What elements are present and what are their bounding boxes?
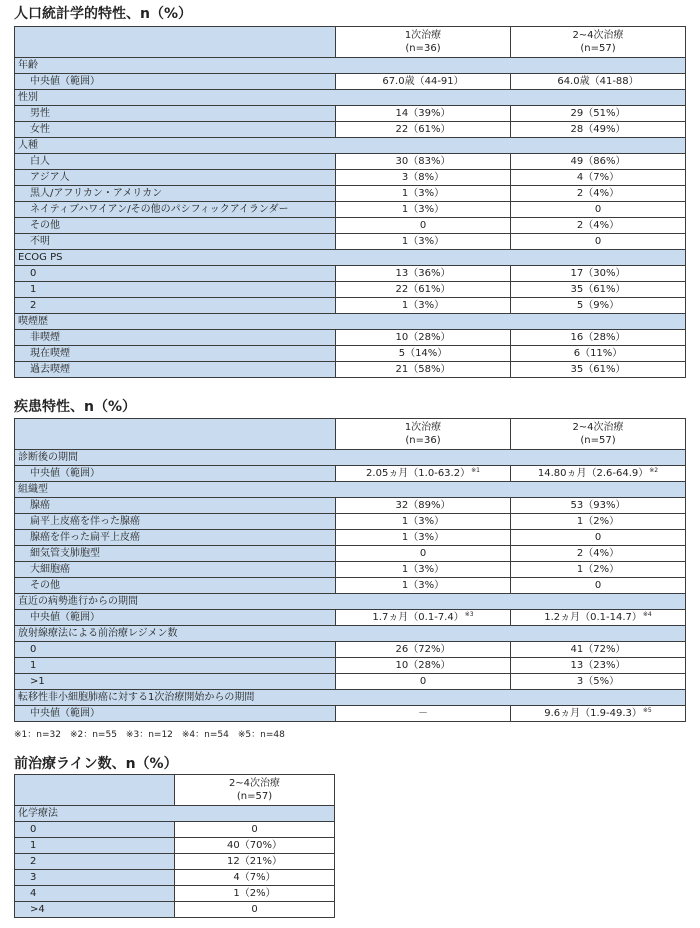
cell-value: 1（3%） xyxy=(401,515,445,527)
footnote-marker: ※4 xyxy=(642,610,652,618)
row-label: 女性 xyxy=(15,122,336,138)
column-header-line: 2~4次治療 xyxy=(572,422,624,433)
row-label: 中央値（範囲） xyxy=(15,74,336,90)
value-cell xyxy=(511,282,686,298)
column-header-line: (n=36) xyxy=(405,43,441,54)
table-row xyxy=(15,706,686,722)
cell-value: 22（61%） xyxy=(395,283,451,295)
cell-value: 2（4%） xyxy=(576,187,620,199)
cell-value: 12（21%） xyxy=(227,855,282,867)
table-row xyxy=(15,186,686,202)
value-cell xyxy=(511,514,686,530)
header-blank-cell xyxy=(15,419,336,450)
category-row xyxy=(15,138,686,154)
cell-value: 35（61%） xyxy=(570,363,626,375)
cell-value: 53（93%） xyxy=(570,499,626,511)
cell-value: 22（61%） xyxy=(395,123,451,135)
value-cell xyxy=(511,674,686,690)
value-cell xyxy=(175,902,335,918)
value-cell xyxy=(336,362,511,378)
cell-value: 13（23%） xyxy=(570,659,626,671)
cell-value: 14.80ヵ月（2.6-64.9） xyxy=(537,467,649,479)
value-cell xyxy=(336,498,511,514)
row-label: 0 xyxy=(15,266,336,282)
value-cell xyxy=(336,642,511,658)
row-label: 中央値（範囲） xyxy=(15,706,336,722)
value-cell xyxy=(336,218,511,234)
cell-value: 10（28%） xyxy=(395,659,451,671)
value-cell xyxy=(511,122,686,138)
row-label: 1 xyxy=(15,838,175,854)
row-label: 不明 xyxy=(15,234,336,250)
value-cell xyxy=(175,822,335,838)
prior-table xyxy=(14,774,335,918)
table-row xyxy=(15,886,335,902)
column-header-line: (n=57) xyxy=(580,435,616,446)
value-cell xyxy=(511,658,686,674)
category-row xyxy=(15,58,686,74)
cell-value: 1（3%） xyxy=(401,235,445,247)
cell-value: 29（51%） xyxy=(570,107,626,119)
table-row xyxy=(15,498,686,514)
value-cell xyxy=(336,186,511,202)
value-cell xyxy=(511,170,686,186)
cell-value: 30（83%） xyxy=(395,155,451,167)
cell-value: 1.7ヵ月（0.1-7.4） xyxy=(372,611,464,623)
row-label: 中央値（範囲） xyxy=(15,466,336,482)
value-cell xyxy=(511,546,686,562)
cell-value: 0 xyxy=(594,235,602,247)
row-label: 1 xyxy=(15,282,336,298)
table-row xyxy=(15,674,686,690)
cell-value: 0 xyxy=(419,547,427,559)
table-row xyxy=(15,234,686,250)
table-row xyxy=(15,902,335,918)
value-cell xyxy=(511,578,686,594)
table-row xyxy=(15,578,686,594)
value-cell xyxy=(511,562,686,578)
column-header xyxy=(336,27,511,58)
row-label: 2 xyxy=(15,854,175,870)
table-row xyxy=(15,154,686,170)
footnote-marker: ※5 xyxy=(642,706,652,714)
cell-value: 32（89%） xyxy=(395,499,451,511)
column-header xyxy=(336,419,511,450)
column-header-line: (n=57) xyxy=(580,43,616,54)
category-row xyxy=(15,250,686,266)
category-row xyxy=(15,90,686,106)
category-label: 組織型 xyxy=(15,482,686,498)
value-cell xyxy=(336,530,511,546)
cell-value: 14（39%） xyxy=(395,107,451,119)
value-cell xyxy=(175,886,335,902)
table-row xyxy=(15,202,686,218)
cell-value: 2（4%） xyxy=(576,547,620,559)
row-label: 1 xyxy=(15,658,336,674)
cell-value: 1（3%） xyxy=(401,203,445,215)
row-label: 過去喫煙 xyxy=(15,362,336,378)
footnote-marker: ※3 xyxy=(464,610,474,618)
table-row xyxy=(15,170,686,186)
value-cell xyxy=(175,838,335,854)
cell-value: 2（4%） xyxy=(576,219,620,231)
row-label: 3 xyxy=(15,870,175,886)
value-cell xyxy=(336,546,511,562)
column-header-line: 2~4次治療 xyxy=(228,778,281,789)
cell-value: 28（49%） xyxy=(570,123,626,135)
category-label: 放射線療法による前治療レジメン数 xyxy=(15,626,686,642)
row-label: ネイティブハワイアン/その他のパシフィックアイランダー xyxy=(15,202,336,218)
cell-value: 5（9%） xyxy=(576,299,620,311)
value-cell xyxy=(336,266,511,282)
disease-title: 疾患特性、n（%） xyxy=(14,399,136,415)
category-row xyxy=(15,690,686,706)
column-header-line: (n=57) xyxy=(236,791,273,802)
table-row xyxy=(15,546,686,562)
column-header-line: (n=36) xyxy=(405,435,441,446)
cell-value: 1（2%） xyxy=(233,887,276,899)
table-row xyxy=(15,106,686,122)
cell-value: 0 xyxy=(251,823,258,835)
cell-value: 5（14%） xyxy=(398,347,448,359)
header-blank-cell xyxy=(15,27,336,58)
table-row xyxy=(15,466,686,482)
value-cell xyxy=(511,330,686,346)
value-cell xyxy=(336,674,511,690)
table-row xyxy=(15,658,686,674)
row-label: 非喫煙 xyxy=(15,330,336,346)
value-cell xyxy=(511,154,686,170)
header-row xyxy=(15,419,686,450)
prior-title: 前治療ライン数、n（%） xyxy=(14,756,178,772)
category-label: 性別 xyxy=(15,90,686,106)
cell-value: 0 xyxy=(419,675,427,687)
row-label: 4 xyxy=(15,886,175,902)
column-header xyxy=(175,775,335,806)
cell-value: 0 xyxy=(419,219,427,231)
row-label: その他 xyxy=(15,578,336,594)
value-cell xyxy=(336,154,511,170)
cell-value: 0 xyxy=(594,203,602,215)
row-label: 0 xyxy=(15,822,175,838)
row-label: アジア人 xyxy=(15,170,336,186)
category-label: 喫煙歴 xyxy=(15,314,686,330)
row-label: 男性 xyxy=(15,106,336,122)
value-cell xyxy=(336,346,511,362)
table-row xyxy=(15,822,335,838)
row-label: 細気管支肺胞型 xyxy=(15,546,336,562)
row-label: 中央値（範囲） xyxy=(15,610,336,626)
category-row xyxy=(15,594,686,610)
value-cell xyxy=(511,466,686,482)
cell-value: 2.05ヵ月（1.0-63.2） xyxy=(366,467,471,479)
cell-value: 1（3%） xyxy=(401,531,445,543)
category-label: 化学療法 xyxy=(15,806,335,822)
category-label: 人種 xyxy=(15,138,686,154)
cell-value: 4（7%） xyxy=(576,171,620,183)
value-cell xyxy=(336,514,511,530)
table-row xyxy=(15,642,686,658)
category-label: 年齢 xyxy=(15,58,686,74)
value-cell xyxy=(511,706,686,722)
cell-value: 1.2ヵ月（0.1-14.7） xyxy=(544,611,642,623)
category-label: 直近の病勢進行からの期間 xyxy=(15,594,686,610)
cell-value: 0 xyxy=(594,531,602,543)
table-row xyxy=(15,346,686,362)
table-row xyxy=(15,218,686,234)
row-label: 腺癌 xyxy=(15,498,336,514)
value-cell xyxy=(336,106,511,122)
row-label: >1 xyxy=(15,674,336,690)
table-row xyxy=(15,362,686,378)
row-label: 黒人/アフリカン・アメリカン xyxy=(15,186,336,202)
row-label: 大細胞癌 xyxy=(15,562,336,578)
cell-value: 1（2%） xyxy=(576,563,620,575)
category-row xyxy=(15,806,335,822)
row-label: 0 xyxy=(15,642,336,658)
table-row xyxy=(15,514,686,530)
table-row xyxy=(15,562,686,578)
table-row xyxy=(15,838,335,854)
cell-value: 9.6ヵ月（1.9-49.3） xyxy=(544,707,642,719)
row-label: 白人 xyxy=(15,154,336,170)
value-cell xyxy=(336,658,511,674)
value-cell xyxy=(511,498,686,514)
table-row xyxy=(15,298,686,314)
cell-value: 21（58%） xyxy=(395,363,451,375)
cell-value: 1（3%） xyxy=(401,579,445,591)
footnote-marker: ※2 xyxy=(649,466,659,474)
value-cell xyxy=(336,74,511,90)
table-row xyxy=(15,266,686,282)
value-cell xyxy=(511,610,686,626)
value-cell xyxy=(336,202,511,218)
value-cell xyxy=(175,854,335,870)
row-label: 現在喫煙 xyxy=(15,346,336,362)
value-cell xyxy=(511,298,686,314)
disease-footnote: ※1：n=32 ※2：n=55 ※3：n=12 ※4：n=54 ※5：n=48 xyxy=(14,730,285,740)
header-row xyxy=(15,775,335,806)
row-label: 2 xyxy=(15,298,336,314)
cell-value: 1（2%） xyxy=(576,515,620,527)
row-label: 扁平上皮癌を伴った腺癌 xyxy=(15,514,336,530)
value-cell xyxy=(511,266,686,282)
category-row xyxy=(15,626,686,642)
category-row xyxy=(15,482,686,498)
column-header-line: 1次治療 xyxy=(404,422,442,433)
value-cell xyxy=(336,706,511,722)
cell-value: 1（3%） xyxy=(401,299,445,311)
table-row xyxy=(15,122,686,138)
cell-value: 13（36%） xyxy=(395,267,451,279)
category-row xyxy=(15,314,686,330)
row-label: 腺癌を伴った扁平上皮癌 xyxy=(15,530,336,546)
table-row xyxy=(15,282,686,298)
value-cell xyxy=(336,466,511,482)
category-label: 転移性非小細胞肺癌に対する1次治療開始からの期間 xyxy=(15,690,686,706)
table-row xyxy=(15,530,686,546)
value-cell xyxy=(511,362,686,378)
cell-value: 49（86%） xyxy=(570,155,626,167)
column-header xyxy=(511,419,686,450)
value-cell xyxy=(511,74,686,90)
row-label: その他 xyxy=(15,218,336,234)
cell-value: 0 xyxy=(594,579,602,591)
value-cell xyxy=(336,170,511,186)
footnote-marker: ※1 xyxy=(471,466,480,474)
value-cell xyxy=(511,202,686,218)
value-cell xyxy=(511,186,686,202)
table-row xyxy=(15,330,686,346)
disease-table xyxy=(14,418,686,722)
value-cell xyxy=(511,218,686,234)
cell-value: 64.0歳（41-88） xyxy=(557,75,639,87)
value-cell xyxy=(336,282,511,298)
value-cell xyxy=(175,870,335,886)
cell-value: 41（72%） xyxy=(570,643,626,655)
value-cell xyxy=(336,330,511,346)
value-cell xyxy=(336,298,511,314)
table-row xyxy=(15,854,335,870)
table-row xyxy=(15,74,686,90)
category-label: 診断後の期間 xyxy=(15,450,686,466)
value-cell xyxy=(511,234,686,250)
cell-value: 1（3%） xyxy=(401,187,445,199)
cell-value: 26（72%） xyxy=(395,643,451,655)
category-label: ECOG PS xyxy=(15,250,686,266)
value-cell xyxy=(511,106,686,122)
header-row xyxy=(15,27,686,58)
column-header-line: 1次治療 xyxy=(404,30,442,41)
cell-value: 4（7%） xyxy=(233,871,276,883)
cell-value: 6（11%） xyxy=(573,347,623,359)
cell-value: 35（61%） xyxy=(570,283,626,295)
cell-value: 3（5%） xyxy=(576,675,620,687)
value-cell xyxy=(336,578,511,594)
demographics-table xyxy=(14,26,686,378)
cell-value: 3（8%） xyxy=(401,171,445,183)
value-cell xyxy=(511,346,686,362)
row-label: >4 xyxy=(15,902,175,918)
value-cell xyxy=(511,530,686,546)
cell-value: 1（3%） xyxy=(401,563,445,575)
category-row xyxy=(15,450,686,466)
cell-value: － xyxy=(418,707,428,719)
table-row xyxy=(15,610,686,626)
value-cell xyxy=(336,122,511,138)
value-cell xyxy=(336,234,511,250)
column-header xyxy=(511,27,686,58)
column-header-line: 2~4次治療 xyxy=(572,30,624,41)
value-cell xyxy=(511,642,686,658)
cell-value: 10（28%） xyxy=(395,331,451,343)
header-blank-cell xyxy=(15,775,175,806)
cell-value: 16（28%） xyxy=(570,331,626,343)
cell-value: 0 xyxy=(251,903,258,915)
demographics-title: 人口統計学的特性、n（%） xyxy=(14,6,192,22)
table-row xyxy=(15,870,335,886)
cell-value: 40（70%） xyxy=(227,839,282,851)
value-cell xyxy=(336,610,511,626)
cell-value: 17（30%） xyxy=(570,267,626,279)
value-cell xyxy=(336,562,511,578)
cell-value: 67.0歳（44-91） xyxy=(382,75,464,87)
